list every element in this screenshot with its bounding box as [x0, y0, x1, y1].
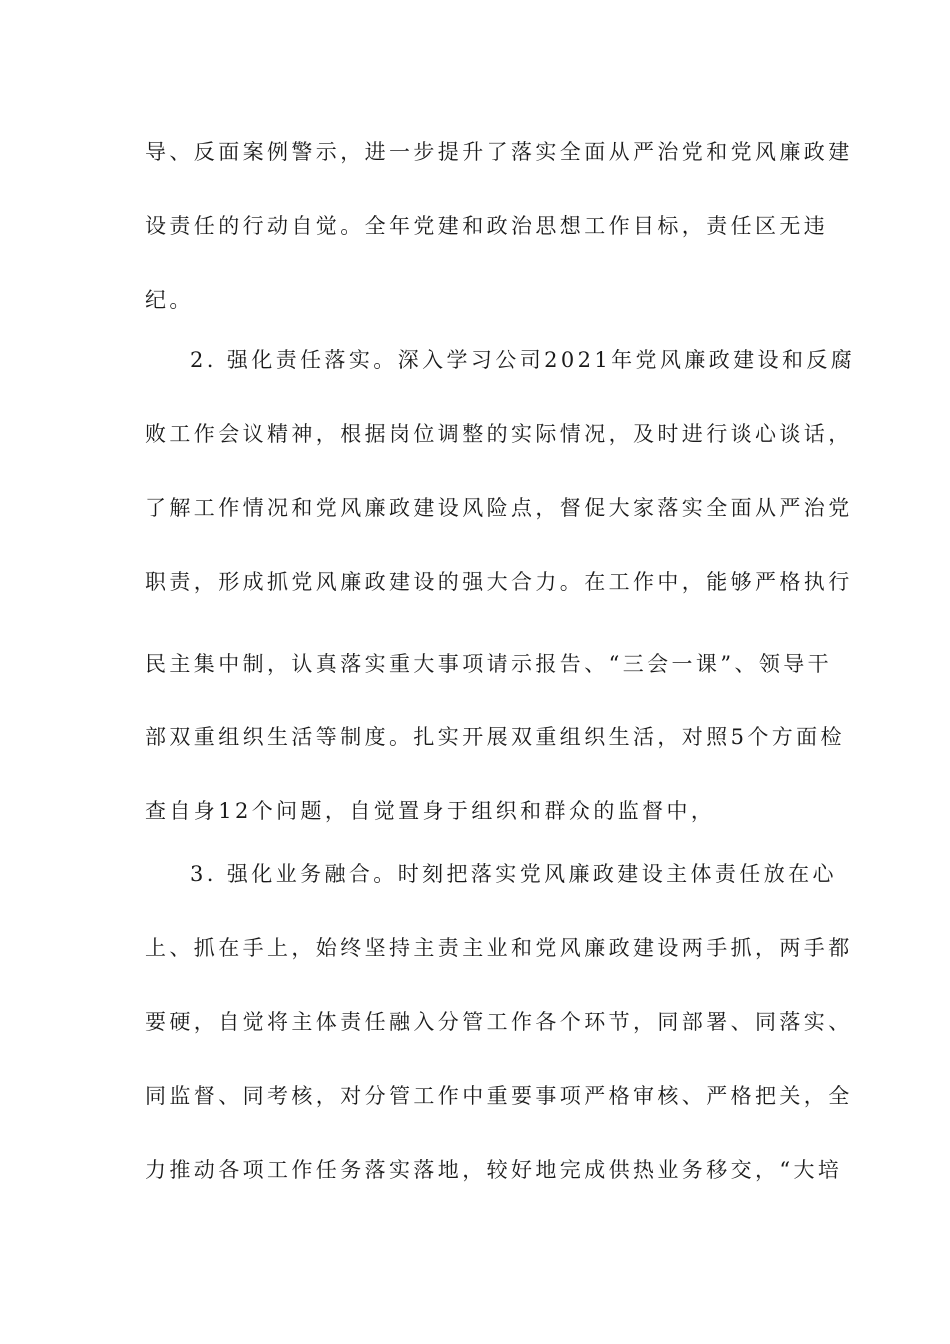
text-line: 部双重组织生活等制度。扎实开展双重组织生活，对照5个方面检	[145, 725, 845, 749]
paragraph-3-first-line: 3. 强化业务融合。时刻把落实党风廉政建设主体责任放在心	[190, 862, 837, 886]
text-line: 上、抓在手上，始终坚持主责主业和党风廉政建设两手抓，两手都	[145, 936, 853, 960]
text-line: 设责任的行动自觉。全年党建和政治思想工作目标，责任区无违	[145, 214, 829, 238]
text-line: 纪。	[145, 288, 194, 312]
text-line: 要硬，自觉将主体责任融入分管工作各个环节，同部署、同落实、	[145, 1010, 853, 1034]
text-line: 了解工作情况和党风廉政建设风险点，督促大家落实全面从严治党	[145, 496, 853, 520]
text-line: 力推动各项工作任务落实落地，较好地完成供热业务移交，“大培	[145, 1158, 843, 1182]
text-line: 民主集中制，认真落实重大事项请示报告、“三会一课”、领导干	[145, 652, 833, 676]
text-line: 职责，形成抓党风廉政建设的强大合力。在工作中，能够严格执行	[145, 570, 853, 594]
text-line: 查自身12个问题，自觉置身于组织和群众的监督中，	[145, 799, 716, 823]
text-line: 同监督、同考核，对分管工作中重要事项严格审核、严格把关，全	[145, 1084, 853, 1108]
paragraph-2-first-line: 2. 强化责任落实。深入学习公司2021年党风廉政建设和反腐	[190, 348, 856, 372]
text-line: 导、反面案例警示，进一步提升了落实全面从严治党和党风廉政建	[145, 140, 853, 164]
text-line: 败工作会议精神，根据岗位调整的实际情况，及时进行谈心谈话，	[145, 422, 853, 446]
